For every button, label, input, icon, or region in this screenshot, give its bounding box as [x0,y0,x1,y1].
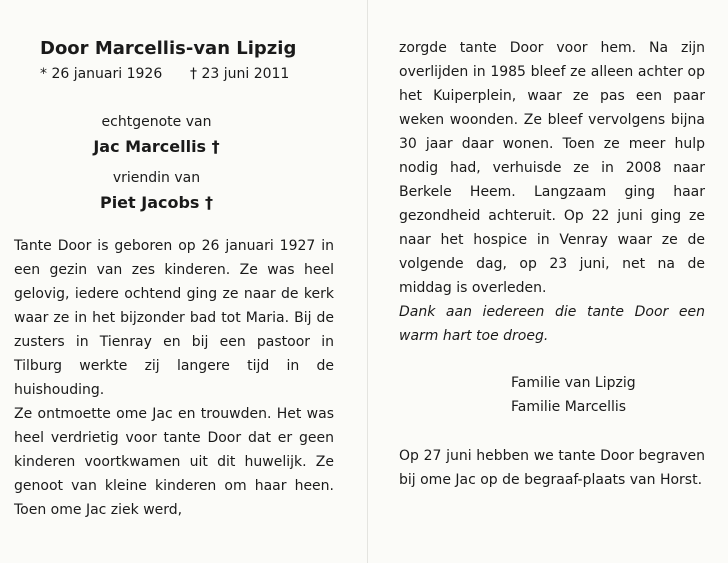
burial-note [399,444,705,492]
death-date: † 23 juni 2011 [190,66,290,82]
biography-left [14,234,334,522]
deceased-name: Door Marcellis-van Lipzig [40,38,297,59]
biography-right [399,36,705,348]
spouse-name: Jac Marcellis † [93,137,220,156]
family-name-1: Familie van Lipzig [511,375,636,391]
thanks-note: Dank aan iedereen die tante Door een warm hart toe droeg. [399,304,705,344]
spouse-label: echtgenote van [101,114,212,130]
birth-date: * 26 januari 1926 [40,66,163,82]
friend-name: Piet Jacobs † [99,193,214,212]
fold-divider [367,0,368,563]
biography-paragraph-1: Tante Door is geboren op 26 januari 1927 in een gezin van zes kinderen. Ze was heel gelovig, iedere ochtend ging ze naar de kerk waar ze in het bijzonder bad tot Maria. Bij de zusters in Tienray en bij een pastoor in Tilburg werkte zij langere tijd in de huishouding. [14,238,334,398]
biography-paragraph-2: Ze ontmoette ome Jac en trouwden. Het was heel verdrietig voor tante Door dat er geen kinderen voortkwamen uit dit huwelijk. Ze genoot van kleine kinderen om haar heen. Toen ome Jac ziek werd, [14,406,334,518]
family-signature [511,371,705,419]
family-name-2: Familie Marcellis [511,399,627,415]
life-dates [40,62,334,86]
right-panel [399,36,705,492]
burial-text: Op 27 juni hebben we tante Door begraven bij ome Jac op de begraaf-plaats van Horst. [399,448,705,488]
friend-label: vriendin van [112,170,201,186]
left-panel [14,36,334,522]
biography-paragraph-3: zorgde tante Door voor hem. Na zijn overlijden in 1985 bleef ze alleen achter op het Kuiperplein, waar ze pas een paar weken woonden. Ze bleef vervolgens bijna 30 jaar daar wonen. Toen ze meer hulp nodig had, verhuisde ze in 2008 naar Berkele Heem. Langzaam ging haar gezondheid achteruit. Op 22 juni ging ze naar het hospice in Venray waar ze de volgende dag, op 23 juni, net na de middag is overleden. [399,40,705,296]
